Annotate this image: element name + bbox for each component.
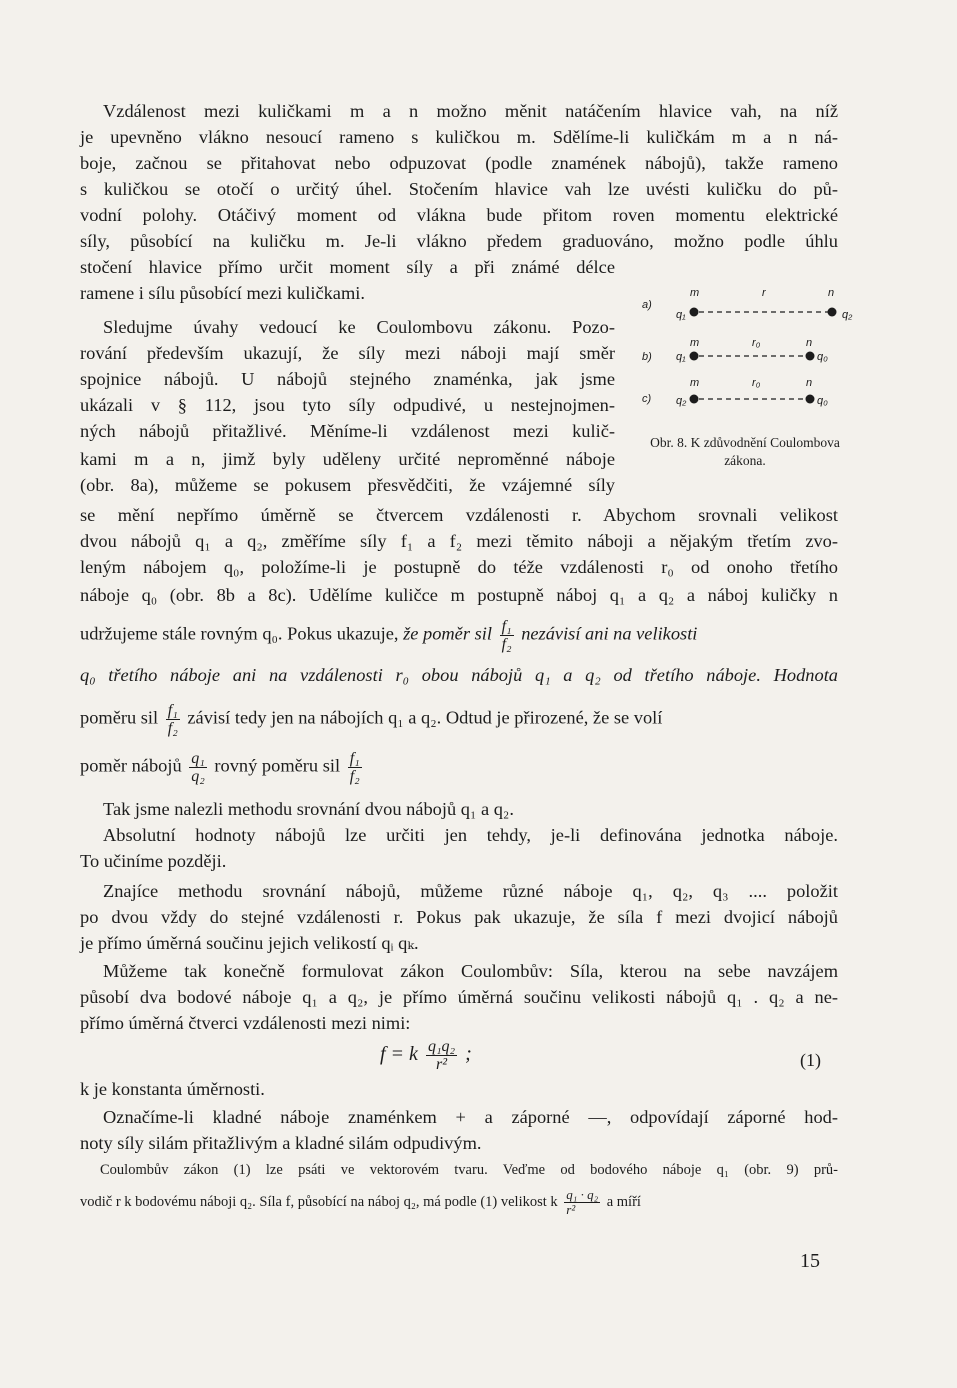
label-n: n	[828, 288, 835, 299]
fraction-numerator: f₁	[167, 702, 178, 719]
label-q-right: q₀	[817, 351, 828, 363]
text-line: stočení hlavice přímo určit moment síly a při známé délce	[80, 257, 615, 277]
equation-lhs: f = k	[380, 1043, 418, 1066]
text-line: Můžeme tak konečně formulovat zákon Coulombův: Síla, kterou na sebe navzájem	[103, 961, 838, 981]
small-text-line: Coulombův zákon (1) lze psáti ve vektorovém tvaru. Veďme od bodového náboje q₁ (obr. 9) prů-	[100, 1162, 838, 1178]
label-m: m	[690, 288, 700, 299]
text-span: nezávisí ani na velikosti	[521, 623, 698, 644]
text-span: rovný poměru sil	[214, 755, 341, 776]
text-line: náboje q₀ (obr. 8b a 8c). Udělíme kuličce m postupně náboj q₁ a q₂ a náboj kuličky n	[80, 585, 838, 605]
row-letter: c)	[642, 393, 652, 405]
text-line: vodní polohy. Otáčivý moment od vlákna bude přitom roven momentu elektrické	[80, 205, 838, 225]
text-line: ukázali v § 112, jsou tyto síly odpudivé, u nestejnojmen-	[80, 395, 615, 415]
label-q-right: q₀	[817, 395, 828, 407]
text-line: je přímo úměrná součinu jejich velikostí qᵢ qₖ.	[80, 933, 419, 953]
fraction	[564, 1188, 600, 1217]
text-line: rování především ukazují, že síly mezi náboji mají směr	[80, 343, 615, 363]
equation-number: (1)	[800, 1050, 821, 1070]
figure-caption: Obr. 8. K zdůvodnění Coulombova zákona.	[650, 435, 840, 468]
label-r0: r₀	[752, 377, 761, 389]
text-line: Vzdálenost mezi kuličkami m a n možno měnit natáčením hlavice vah, na níž	[103, 101, 838, 121]
text-line: přímo úměrná čtverci vzdálenosti mezi nimi:	[80, 1013, 411, 1033]
fraction-denominator: f₂	[167, 720, 178, 737]
text-span: a míří	[606, 1193, 641, 1210]
text-span: závisí tedy jen na nábojích q₁ a q₂. Odtud je přirozené, že se volí	[187, 707, 663, 728]
equation-semicolon: ;	[465, 1043, 472, 1066]
fraction-denominator: r²	[566, 1202, 576, 1217]
fraction	[426, 1038, 457, 1073]
label-q-left: q₁	[676, 351, 686, 363]
text-line: působí dva bodové náboje q₁ a q₂, je přímo úměrná součinu velikosti nábojů q₁ . q₂ a ne-	[80, 987, 838, 1007]
text-line: q₀ třetího náboje ani na vzdálenosti r₀ obou nábojů q₁ a q₂ od třetího náboje. Hodnota	[80, 665, 838, 685]
fraction-denominator: f₂	[501, 636, 512, 653]
text-line: se mění nepřímo úměrně se čtvercem vzdálenosti r. Abychom srovnali velikost	[80, 505, 838, 525]
ball-n	[828, 308, 837, 317]
label-n: n	[806, 337, 813, 349]
label-m: m	[690, 337, 700, 349]
fraction-numerator: f₁	[349, 750, 360, 767]
label-q-right: q₂	[842, 309, 853, 321]
text-line: síly, působící na kuličku m. Je-li vlákno předem graduováno, možno podle úhlu	[80, 231, 838, 251]
text-line: s kuličkou se otočí o určitý úhel. Stočením hlavice vah lze uvésti kuličku do pů-	[80, 179, 838, 199]
fraction-numerator: q₁q₂	[427, 1038, 456, 1055]
text-line	[80, 618, 838, 653]
ball-n	[806, 395, 815, 404]
row-letter: b)	[642, 351, 652, 363]
fraction-denominator: r²	[435, 1056, 448, 1073]
text-line: Tak jsme nalezli methodu srovnání dvou nábojů q₁ a q₂.	[103, 799, 514, 819]
text-line: k je konstanta úměrnosti.	[80, 1079, 265, 1099]
ball-m	[690, 308, 699, 317]
label-r0: r₀	[752, 337, 761, 349]
page-number: 15	[800, 1250, 820, 1272]
figure-row-b	[642, 337, 828, 363]
text-line: To učiníme později.	[80, 851, 227, 871]
text-line: ramene i sílu působící mezi kuličkami.	[80, 283, 365, 303]
fraction-numerator: q₁	[191, 750, 205, 767]
text-line: noty síly silám přitažlivým a kladné silám odpudivým.	[80, 1133, 482, 1153]
text-span: udržujeme stále rovným q₀. Pokus ukazuje,	[80, 623, 399, 644]
fraction-denominator: f₂	[349, 768, 360, 785]
text-span: poměru sil	[80, 707, 159, 728]
text-line: leným nábojem q₀, položíme-li je postupně do téže vzdálenosti r₀ od onoho třetího	[80, 557, 838, 577]
coulomb-equation	[380, 1038, 472, 1073]
text-line: ných nábojů přitažlivé. Měníme-li vzdálenost mezi kulič-	[80, 421, 615, 441]
fraction	[348, 750, 362, 785]
fraction	[189, 750, 207, 785]
text-line: Označíme-li kladné náboje znaménkem + a záporné —, odpovídají záporné hod-	[103, 1107, 838, 1127]
ball-m	[690, 395, 699, 404]
text-line: po dvou vždy do stejné vzdálenosti r. Pokus pak ukazuje, že síla f mezi dvojicí nábojů	[80, 907, 838, 927]
fraction-denominator: q₂	[191, 768, 205, 785]
text-line: kami m a n, jimž byly uděleny určité neproměnné náboje	[80, 449, 615, 469]
text-line	[80, 750, 838, 785]
fraction-numerator: f₁	[501, 618, 512, 635]
label-q-left: q₁	[676, 309, 686, 321]
ball-m	[690, 352, 699, 361]
text-span: že poměr sil	[403, 623, 492, 644]
fraction	[500, 618, 514, 653]
small-text-line	[80, 1188, 838, 1217]
text-line: Sledujme úvahy vedoucí ke Coulombovu zákonu. Pozo-	[103, 317, 615, 337]
text-line: boje, začnou se přitahovat nebo odpuzovat (podle znamének nábojů), takže rameno	[80, 153, 838, 173]
text-line: dvou nábojů q₁ a q₂, změříme síly f₁ a f₂ mezi těmito náboji a nějakým třetím zvo-	[80, 531, 838, 551]
ball-n	[806, 352, 815, 361]
text-line: je upevněno vlákno nesoucí rameno s kuličkou m. Sdělíme-li kuličkám m a n ná-	[80, 127, 838, 147]
fraction	[166, 702, 180, 737]
label-q-left: q₂	[676, 395, 687, 407]
text-line: Znajíce methodu srovnání nábojů, můžeme různé náboje q₁, q₂, q₃ .... položit	[103, 881, 838, 901]
text-span: poměr nábojů	[80, 755, 182, 776]
text-line: (obr. 8a), můžeme se pokusem přesvědčiti, že vzájemné síly	[80, 475, 615, 495]
text-line: spojnice nábojů. U nábojů stejného znaménka, jak jsme	[80, 369, 615, 389]
label-m: m	[690, 377, 700, 389]
text-line	[80, 702, 838, 737]
label-r: r	[762, 288, 766, 299]
text-span: vodič r k bodovému náboji q₂. Síla f, působící na náboj q₂, má podle (1) velikost k	[80, 1193, 558, 1210]
figure-row-a	[642, 288, 853, 321]
figure-row-c	[642, 377, 828, 407]
row-letter: a)	[642, 299, 652, 311]
label-n: n	[806, 377, 813, 389]
fraction-numerator: q₁ · q₂	[566, 1187, 599, 1202]
text-line: Absolutní hodnoty nábojů lze určiti jen tehdy, je-li definována jednotka náboje.	[103, 825, 838, 845]
